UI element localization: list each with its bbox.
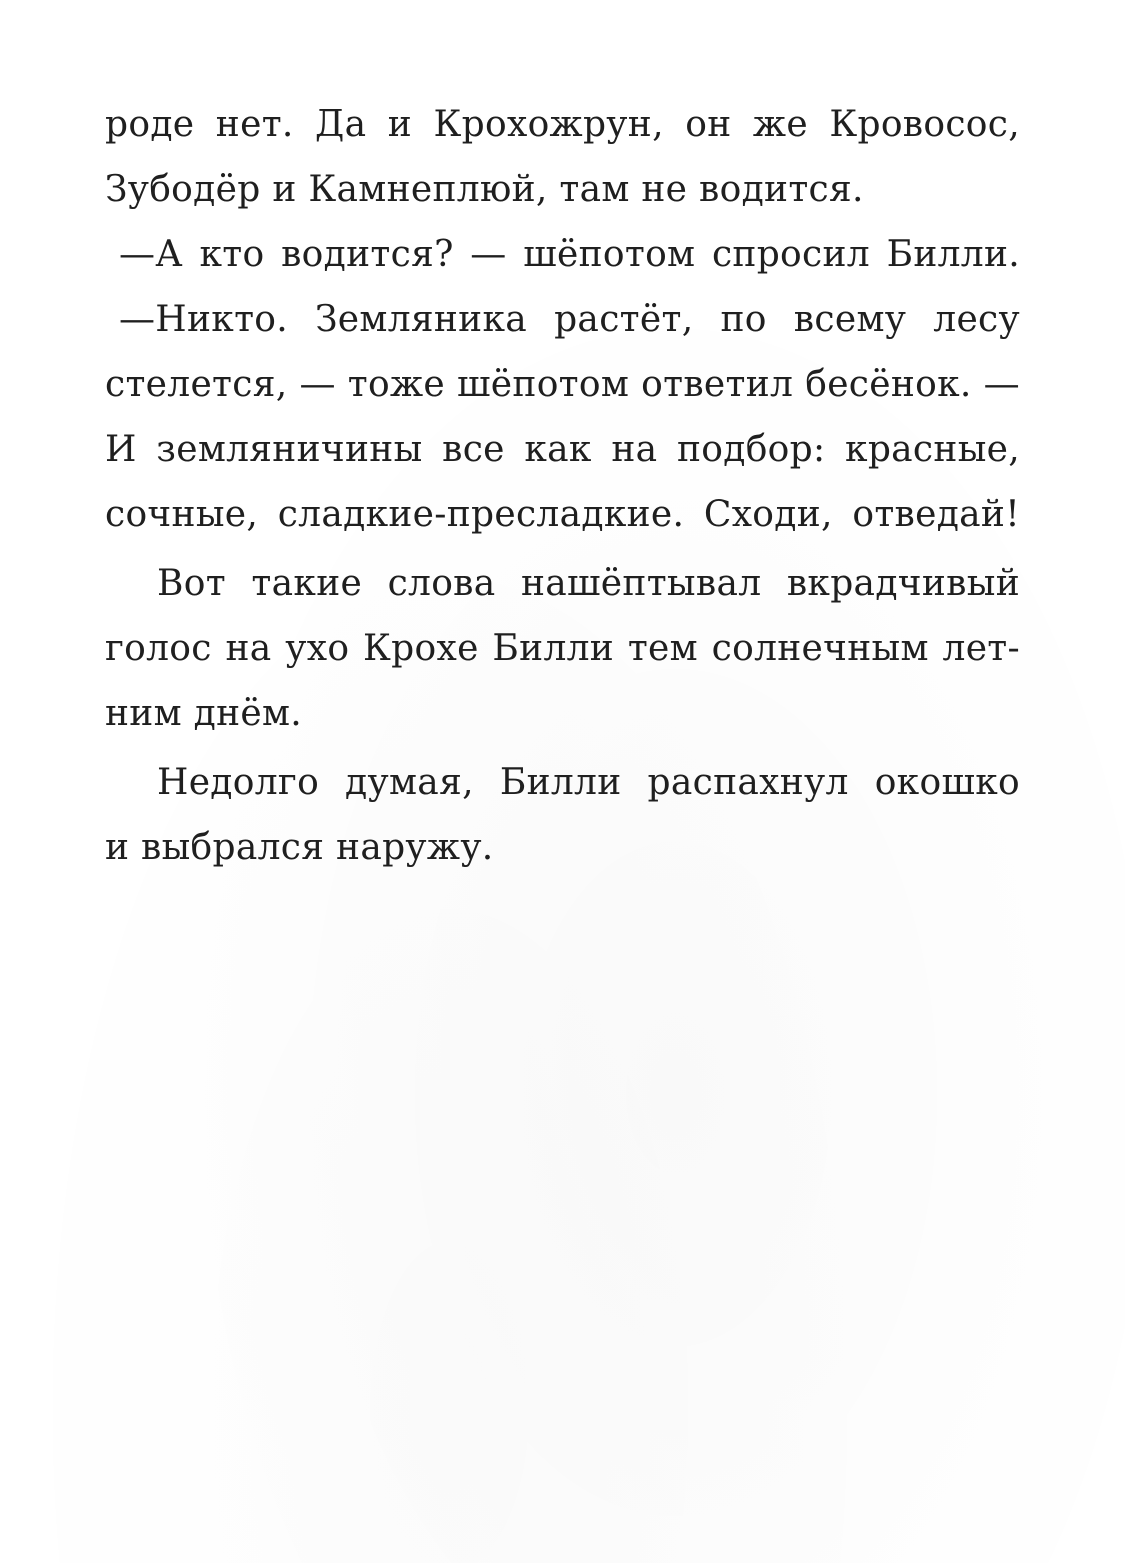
text-line: И земляничины все как на подбор: красные, [105, 429, 1020, 470]
page-text [105, 92, 1020, 880]
text-line: Недолго думая, Билли распахнул окошко [157, 762, 1020, 803]
text-line: Зубодёр и Камнеплюй, там не водится. [105, 169, 864, 210]
text-line: Вот такие слова нашёптывал вкрадчивый [157, 563, 1020, 604]
text-line: —А кто водится? — шёпотом спросил Билли. [119, 234, 1020, 275]
text-line: сочные, сладкие-пресладкие. Сходи, отведай! [105, 494, 1020, 535]
text-line: —Никто. Земляника растёт, по всему лесу [119, 299, 1020, 340]
text-line: и выбрался наружу. [105, 827, 494, 868]
text-line: стелется, — тоже шёпотом ответил бесёнок. — [105, 364, 1020, 405]
text-line: ним днём. [105, 693, 303, 734]
text-line: роде нет. Да и Крохожрун, он же Кровосос, [105, 104, 1020, 145]
text-line: голос на ухо Крохе Билли тем солнечным лет- [105, 628, 1020, 669]
